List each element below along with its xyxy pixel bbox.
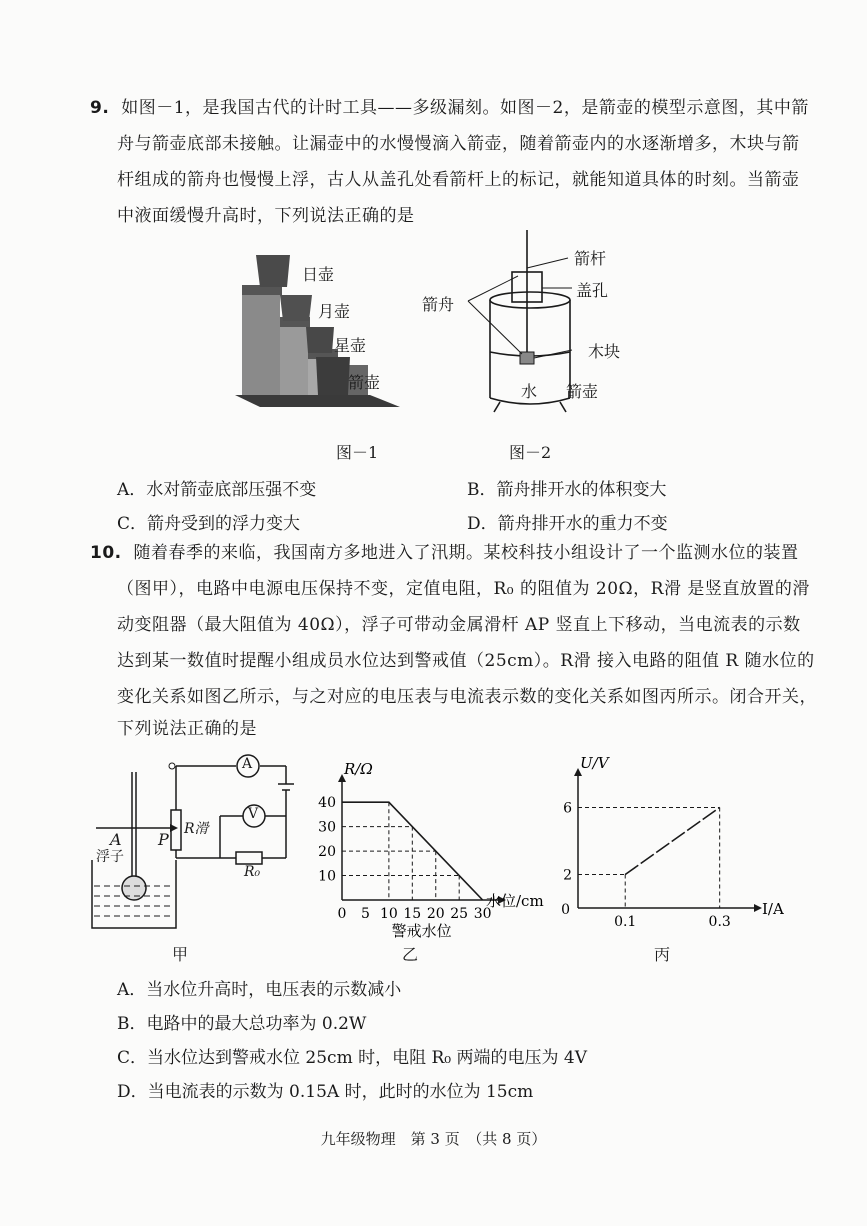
question-text-line: 中液面缓慢升高时，下列说法正确的是 bbox=[117, 206, 415, 226]
y-tick-label: 30 bbox=[318, 819, 336, 836]
label-r0: R₀ bbox=[244, 864, 261, 880]
y-tick-label: 20 bbox=[318, 844, 336, 861]
label-pot: 箭壶 bbox=[566, 382, 599, 401]
x-tick-label: 20 bbox=[426, 906, 445, 922]
question-text-line: 达到某一数值时提醒小组成员水位达到警戒值（25cm）。R滑 接入电路的阻值 R 随水位的 bbox=[117, 651, 815, 671]
figure-2-caption: 图－2 bbox=[509, 443, 552, 462]
label-water: 水 bbox=[521, 382, 538, 401]
question-text-line: 舟与箭壶底部未接触。让漏壶中的水慢慢滴入箭壶，随着箭壶内的水逐渐增多，木块与箭 bbox=[117, 134, 800, 154]
y-axis-label: U/V bbox=[580, 754, 609, 772]
figure-jia-caption: 甲 bbox=[172, 945, 189, 964]
x-tick-label: 0 bbox=[337, 906, 347, 922]
page-footer: 九年级物理 第 3 页 （共 8 页） bbox=[320, 1130, 547, 1148]
label-rod: 箭杆 bbox=[574, 249, 607, 268]
question-text-line: 如图－1，是我国古代的计时工具——多级漏刻。如图－2，是箭壶的模型示意图，其中箭 bbox=[121, 98, 809, 118]
chart-bing bbox=[556, 754, 784, 969]
label-hole: 盖孔 bbox=[576, 281, 609, 300]
pot-label-yue: 月壶 bbox=[318, 302, 351, 321]
label-float: 浮子 bbox=[96, 849, 124, 865]
x-axis-arrow bbox=[754, 904, 762, 912]
x-tick-label: 5 bbox=[360, 906, 370, 922]
question-number: 9. bbox=[90, 98, 110, 118]
origin-label: 0 bbox=[561, 902, 570, 918]
y-axis-label: R/Ω bbox=[344, 760, 373, 778]
x-tick-label: 10 bbox=[379, 906, 398, 922]
figure-1-caption: 图－1 bbox=[336, 443, 379, 462]
label-r-slide: R滑 bbox=[184, 821, 209, 837]
option-b[interactable]: B．电路中的最大总功率为 0.2W bbox=[117, 1014, 367, 1034]
y-tick-label: 6 bbox=[563, 800, 572, 817]
pot-label-jian: 箭壶 bbox=[348, 373, 381, 392]
x-tick-label: 30 bbox=[473, 906, 492, 922]
series-line bbox=[625, 807, 719, 874]
y-tick-label: 40 bbox=[318, 795, 336, 812]
option-c[interactable]: C．当水位达到警戒水位 25cm 时，电阻 R₀ 两端的电压为 4V bbox=[117, 1048, 588, 1068]
question-text-line: （图甲），电路中电源电压保持不变，定值电阻，R₀ 的阻值为 20Ω，R滑 是竖直放置的滑 bbox=[117, 579, 810, 599]
question-text-line: 随着春季的来临，我国南方多地进入了汛期。某校科技小组设计了一个监测水位的装置 bbox=[133, 543, 799, 563]
question-text-line: 杆组成的箭舟也慢慢上浮，古人从盖孔处看箭杆上的标记，就能知道具体的时刻。当箭壶 bbox=[117, 170, 800, 190]
x-tick-label: 25 bbox=[450, 906, 469, 922]
question-text-line: 变化关系如图乙所示，与之对应的电压表与电流表示数的变化关系如图丙所示。闭合开关， bbox=[117, 687, 817, 707]
option-c[interactable]: C．箭舟受到的浮力变大 bbox=[117, 514, 301, 534]
option-b[interactable]: B．箭舟排开水的体积变大 bbox=[467, 480, 667, 500]
label-block: 木块 bbox=[588, 342, 621, 361]
pot-label-xing: 星壶 bbox=[334, 336, 367, 355]
annotation-label: 警戒水位 bbox=[391, 922, 452, 940]
chart-yi-caption: 乙 bbox=[402, 945, 419, 964]
x-axis-label: I/A bbox=[762, 900, 784, 918]
x-axis-label: 水位/cm bbox=[486, 892, 544, 910]
label-point-p: P bbox=[158, 830, 169, 849]
ammeter-icon: A bbox=[242, 756, 253, 772]
question-text-line: 动变阻器（最大阻值为 40Ω），浮子可带动金属滑杆 AP 竖直上下移动，当电流表的示数 bbox=[117, 615, 801, 635]
option-d[interactable]: D．箭舟排开水的重力不变 bbox=[467, 514, 668, 534]
question-number: 10. bbox=[90, 543, 122, 563]
x-tick-label: 0.3 bbox=[708, 914, 731, 930]
voltmeter-icon: V bbox=[248, 806, 259, 822]
y-tick-label: 2 bbox=[563, 867, 572, 884]
y-tick-label: 10 bbox=[318, 868, 336, 885]
pot-label-ri: 日壶 bbox=[302, 265, 335, 284]
chart-bing-caption: 丙 bbox=[654, 945, 671, 964]
label-point-a: A bbox=[110, 830, 122, 849]
option-d[interactable]: D．当电流表的示数为 0.15A 时，此时的水位为 15cm bbox=[117, 1082, 534, 1102]
label-boat: 箭舟 bbox=[422, 295, 455, 314]
option-a[interactable]: A．当水位升高时，电压表的示数减小 bbox=[117, 980, 402, 1000]
x-tick-label: 0.1 bbox=[614, 914, 637, 930]
chart-yi bbox=[306, 750, 556, 970]
option-a[interactable]: A．水对箭壶底部压强不变 bbox=[117, 480, 317, 500]
question-text-line: 下列说法正确的是 bbox=[117, 719, 257, 739]
x-tick-label: 15 bbox=[403, 906, 422, 922]
